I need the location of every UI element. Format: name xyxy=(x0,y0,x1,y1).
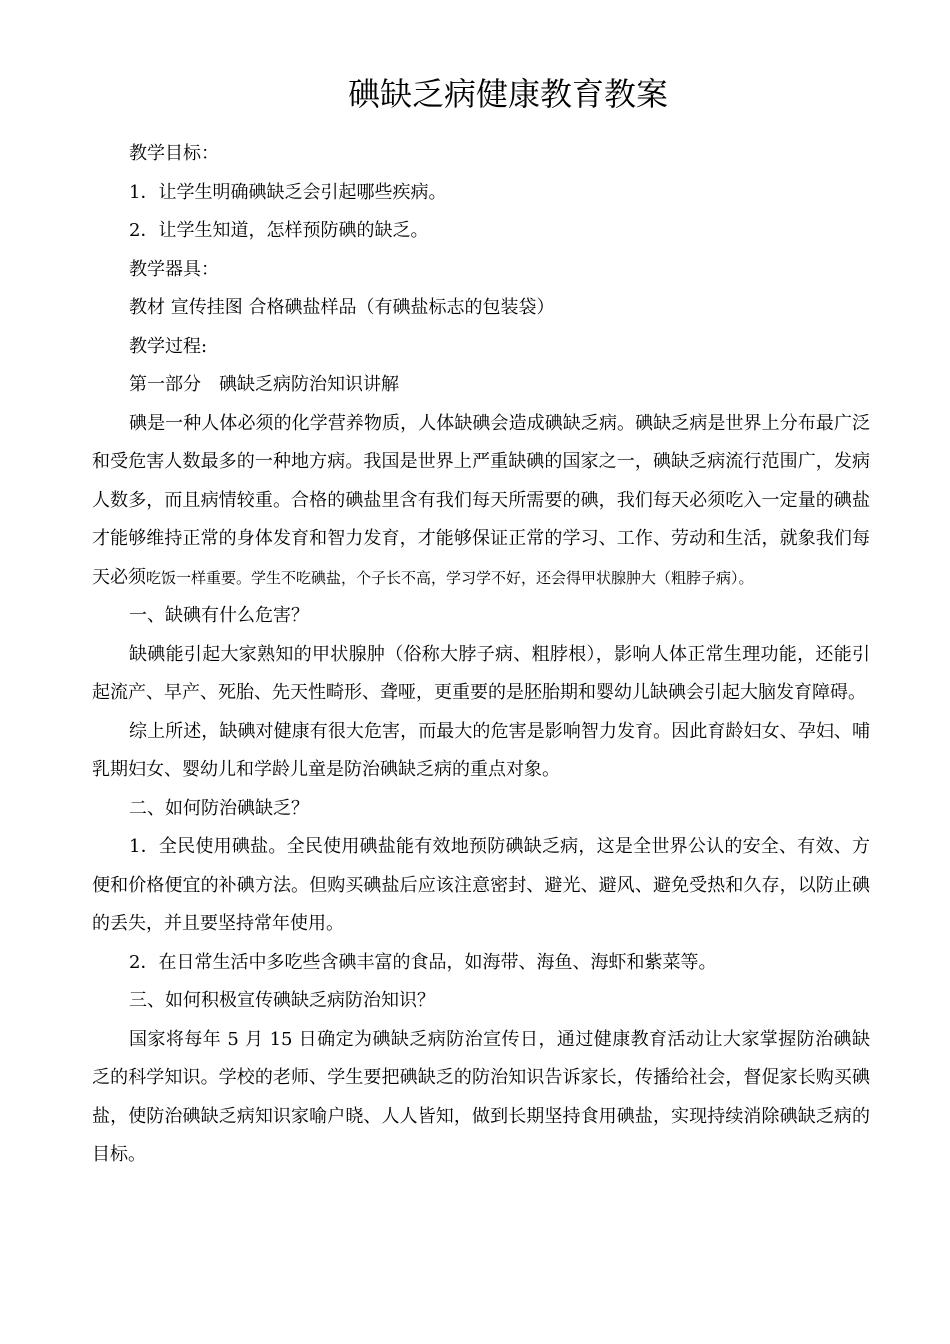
section-two-heading: 二、如何防治碘缺乏？ xyxy=(129,797,309,819)
document-body xyxy=(92,135,870,1175)
equipment-heading: 教学器具： xyxy=(129,258,219,280)
intro-paragraph-main: 碘是一种人体必须的化学营养物质，人体缺碘会造成碘缺乏病。碘缺乏病是世界上分布最广泛和受危害人数最多的一种地方病。我国是世界上严重缺碘的国家之一，碘缺乏病流行范围广，发病人数多，而且病情较重。合格的碘盐里含有我们每天所需要的碘，我们每天必须吃入一定量的碘盐才能够维持正常的身体发育和智力发育，才能够保证正常的学习、工作、劳动和生活，就象我们每天必须 xyxy=(92,412,870,588)
objective-item-2: 2．让学生知道，怎样预防碘的缺乏。 xyxy=(129,220,429,241)
part-one-heading: 第一部分 碘缺乏病防治知识讲解 xyxy=(129,374,399,395)
summary-paragraph: 综上所述，缺碘对健康有很大危害，而最大的危害是影响智力发育。因此育龄妇女、孕妇、哺乳期妇女、婴幼儿和学龄儿童是防治碘缺乏病的重点对象。 xyxy=(92,720,870,780)
prevention-item-2: 2．在日常生活中多吃些含碘丰富的食品，如海带、海鱼、海虾和紫菜等。 xyxy=(129,951,717,973)
publicity-paragraph: 国家将每年 5 月 15 日确定为碘缺乏病防治宣传日，通过健康教育活动让大家掌握防治碘缺乏的科学知识。学校的老师、学生要把碘缺乏的防治知识告诉家长，传播给社会，督促家长购买碘盐，使防治碘缺乏病知识家喻户晓、人人皆知，做到长期坚持食用碘盐，实现持续消除碘缺乏病的目标。 xyxy=(92,1028,870,1165)
equipment-list: 教材 宣传挂图 合格碘盐样品（有碘盐标志的包装袋） xyxy=(129,297,555,318)
prevention-item-1: 1．全民使用碘盐。全民使用碘盐能有效地预防碘缺乏病，这是全世界公认的安全、有效、方便和价格便宜的补碘方法。但购买碘盐后应该注意密封、避光、避风、避免受热和久存，以防止碘的丢失，并且要坚持常年使用。 xyxy=(92,836,870,934)
section-one-heading: 一、缺碘有什么危害？ xyxy=(129,605,309,626)
objective-item-1: 1．让学生明确碘缺乏会引起哪些疾病。 xyxy=(129,181,447,203)
document-title: 碘缺乏病健康教育教案 xyxy=(347,75,668,113)
objectives-heading: 教学目标： xyxy=(129,143,219,164)
section-one-paragraph: 缺碘能引起大家熟知的甲状腺肿（俗称大脖子病、粗脖根），影响人体正常生理功能，还能引起流产、早产、死胎、先天性畸形、聋哑，更重要的是胚胎期和婴幼儿缺碘会引起大脑发育障碍。 xyxy=(92,643,870,703)
intro-paragraph-tail: 吃饭一样重要。学生不吃碘盐，个子长不高，学习学不好，还会得甲状腺肿大（粗脖子病）。 xyxy=(146,568,754,587)
process-heading: 教学过程: xyxy=(129,335,208,357)
section-three-heading: 三、如何积极宣传碘缺乏病防治知识？ xyxy=(129,990,435,1011)
intro-paragraph xyxy=(92,405,870,598)
